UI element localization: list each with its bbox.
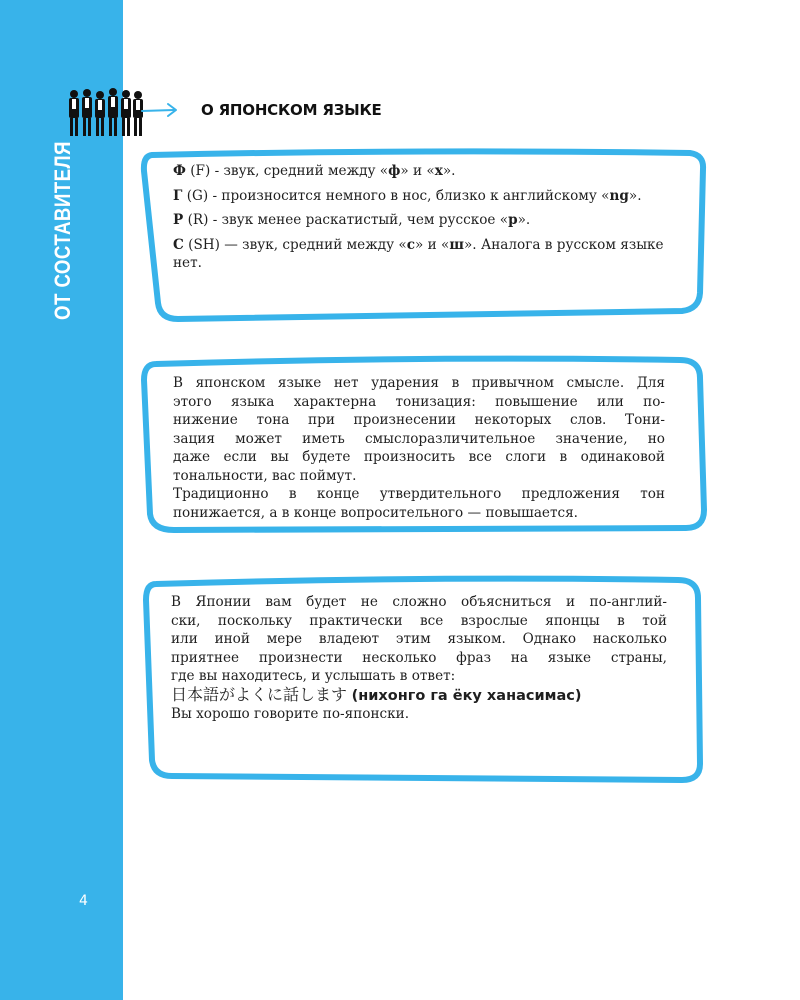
tonization-line: даже если вы будете произносить все слоги в одинаковой [173, 449, 665, 465]
tonization-line: В японском языке нет ударения в привычном смысле. Для [173, 375, 665, 391]
sound-item-s: С (SH) — звук, средний между «с» и «ш». Аналога в русском языке нет. [173, 236, 664, 271]
tonization-line: понижается, а в конце вопросительного — повышается. [173, 504, 578, 521]
phrase-japanese: 日本語がよくに話します [171, 684, 348, 704]
phrase-translation: Вы хорошо говорите по-японски. [171, 706, 410, 722]
sounds-card [173, 162, 673, 279]
phrase-transliteration: (нихонго га ёку ханасимас) [351, 687, 582, 704]
english-note-line: где вы находитесь, и услышать в ответ: [171, 668, 456, 684]
english-note-line: В Японии вам будет не сложно объясниться и по-англий- [171, 594, 667, 610]
sound-item-r: Р (R) - звук менее раскатистый, чем русское «р». [173, 212, 531, 228]
sidebar-title: ОТ СОСТАВИТЕЛЯ [50, 141, 75, 320]
tonization-line: этого языка характерна тонизация: повышение или по- [173, 393, 665, 410]
section-title: О ЯПОНСКОМ ЯЗЫКЕ [201, 101, 382, 119]
arrow-right-icon [140, 100, 180, 120]
english-note-card [171, 593, 667, 724]
tonization-line: тональности, вас поймут. [173, 467, 357, 484]
sidebar [0, 0, 123, 1000]
page-number: 4 [79, 893, 88, 909]
japanese-phrase [171, 686, 667, 706]
sound-item-f: Ф (F) - звук, средний между «ф» и «х». [173, 163, 456, 179]
tonization-line: Традиционно в конце утвердительного предложения тон [173, 486, 665, 502]
tonization-line: нижение тона при произнесении некоторых слов. Тони- [173, 412, 665, 428]
tonization-card [173, 374, 665, 522]
english-note-line: ски, поскольку практически все взрослые японцы в той [171, 612, 667, 629]
english-note-line: приятнее произнести несколько фраз на языке страны, [171, 649, 667, 666]
tonization-line: зация может иметь смыслоразличительное значение, но [173, 430, 665, 447]
english-note-line: или иной мере владеют этим языком. Однако насколько [171, 631, 667, 647]
group-of-people-icon [66, 86, 144, 138]
sound-item-g: Г (G) - произносится немного в нос, близко к английскому «ng». [173, 187, 642, 204]
